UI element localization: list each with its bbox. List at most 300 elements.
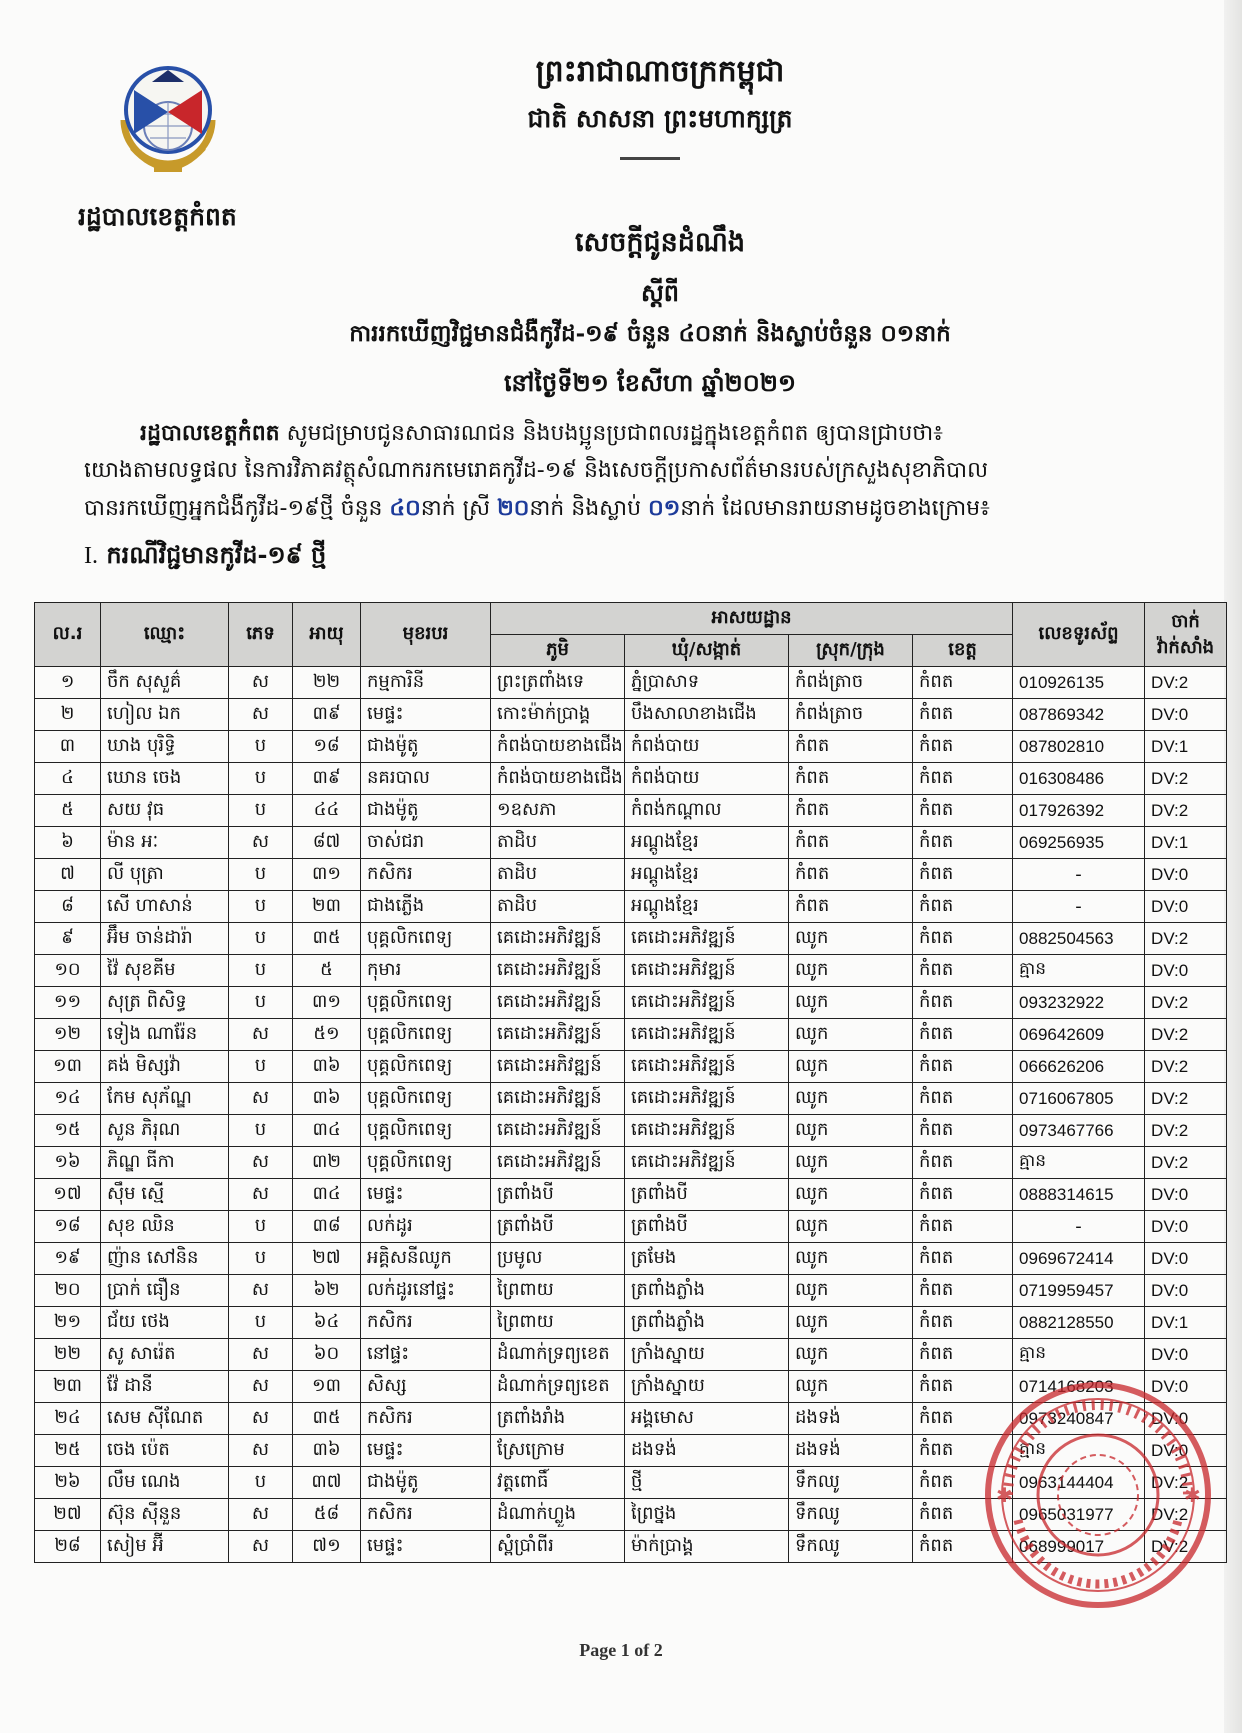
- cell-occupation: មេផ្ទះ: [361, 699, 491, 731]
- cell-village: ត្រពាំងរាំង: [491, 1403, 625, 1435]
- cell-row-no: ២៦: [35, 1467, 101, 1499]
- cell-village: គេដោះអភិវឌ្ឍន៍: [491, 1083, 625, 1115]
- cell-district: ឈូក: [789, 1019, 913, 1051]
- cell-commune: គេដោះអភិវឌ្ឍន៍: [625, 1083, 789, 1115]
- cell-occupation: កុមារ: [361, 955, 491, 987]
- cell-row-no: ២៥: [35, 1435, 101, 1467]
- cell-age: ៣៩: [293, 763, 361, 795]
- cell-patient-name: ភិណ្ឌ ធីកា: [101, 1147, 229, 1179]
- svg-text:✱: ✱: [996, 1483, 1013, 1507]
- cell-age: ៤៤: [293, 795, 361, 827]
- cell-district: ឈូក: [789, 923, 913, 955]
- cell-occupation: បុគ្គលិកពេទ្យ: [361, 1115, 491, 1147]
- cell-age: ២៣: [293, 891, 361, 923]
- notice-date: នៅថ្ងៃទី២១ ខែសីហា ឆ្នាំ២០២១: [503, 368, 797, 397]
- cell-commune: ភ្នំប្រាសាទ: [625, 667, 789, 699]
- cell-village: តាដិប: [491, 891, 625, 923]
- cell-sex: ស: [229, 1403, 293, 1435]
- cell-district: ឈូក: [789, 987, 913, 1019]
- cell-commune: ត្រពាំងបី: [625, 1179, 789, 1211]
- cell-vaccine-doses: DV:2: [1145, 1499, 1227, 1531]
- cell-occupation: មេផ្ទះ: [361, 1179, 491, 1211]
- cell-occupation: កសិករ: [361, 1499, 491, 1531]
- table-row: [35, 955, 1227, 987]
- cell-district: កំពត: [789, 827, 913, 859]
- cell-sex: ស: [229, 1435, 293, 1467]
- cell-age: ៣៤: [293, 1179, 361, 1211]
- cell-phone: 0882128550: [1013, 1307, 1145, 1339]
- cell-age: ៥: [293, 955, 361, 987]
- cell-village: គេដោះអភិវឌ្ឍន៍: [491, 1147, 625, 1179]
- section-roman: I.: [84, 543, 98, 569]
- cell-commune: កំពង់បាយ: [625, 763, 789, 795]
- provincial-logo: [112, 60, 224, 190]
- cell-patient-name: កែម សុភ័ណ្ឌ: [101, 1083, 229, 1115]
- cell-village: ស្ពំប្រាំពីរ: [491, 1531, 625, 1563]
- cell-patient-name: ចឹក សុសួគ៌: [101, 667, 229, 699]
- cell-commune: ត្រពាំងភ្លាំង: [625, 1307, 789, 1339]
- cell-row-no: ១២: [35, 1019, 101, 1051]
- cell-age: ៣១: [293, 859, 361, 891]
- cell-district: ឈូក: [789, 1307, 913, 1339]
- cell-phone: គ្មាន: [1013, 955, 1145, 987]
- notice-about: ស្តីពី: [640, 278, 680, 307]
- col-header-district: ស្រុក/ក្រុង: [789, 635, 913, 667]
- intro-line-2: យោងតាមលទ្ធផល នៃការវិភាគវត្ថុសំណាករកមេរោគកូវីដ-១៩ និងសេចក្តីប្រកាសព័ត៌មានរបស់ក្រសួងសុខាភិបាល: [84, 458, 989, 483]
- cell-age: ៣៦: [293, 1435, 361, 1467]
- kingdom-heading: ព្រះរាជាណាចក្រកម្ពុជា: [535, 54, 785, 89]
- cell-row-no: ៧: [35, 859, 101, 891]
- cell-commune: ព្រៃថ្នង: [625, 1499, 789, 1531]
- notice-subject: ការរកឃើញវិជ្ជមានជំងឺកូវីដ-១៩ ចំនួន ៤០នាក់ និងស្លាប់ចំនួន ០១នាក់: [349, 320, 951, 347]
- cell-sex: ស: [229, 1339, 293, 1371]
- cell-village: តាដិប: [491, 827, 625, 859]
- cell-province: កំពត: [913, 699, 1013, 731]
- cell-patient-name: វ៉ៃ សុខគីម: [101, 955, 229, 987]
- cell-commune: ត្រពាំងបី: [625, 1211, 789, 1243]
- cell-age: ៣៥: [293, 1403, 361, 1435]
- table-row: [35, 795, 1227, 827]
- cell-occupation: កសិករ: [361, 1307, 491, 1339]
- cell-commune: គេដោះអភិវឌ្ឍន៍: [625, 923, 789, 955]
- cell-village: ប្រមូល: [491, 1243, 625, 1275]
- cell-occupation: ជាងម៉ូតូ: [361, 1467, 491, 1499]
- cell-phone: 0882504563: [1013, 923, 1145, 955]
- cell-sex: ប: [229, 763, 293, 795]
- table-row: [35, 1179, 1227, 1211]
- cell-village: គេដោះអភិវឌ្ឍន៍: [491, 1115, 625, 1147]
- cell-age: ២២: [293, 667, 361, 699]
- cell-province: កំពត: [913, 891, 1013, 923]
- cell-district: កំពង់ត្រាច: [789, 699, 913, 731]
- cell-age: ៣៧: [293, 1467, 361, 1499]
- decorative-divider: [620, 157, 680, 160]
- cell-occupation: សិស្ស: [361, 1371, 491, 1403]
- cell-commune: គេដោះអភិវឌ្ឍន៍: [625, 1051, 789, 1083]
- cell-patient-name: សូ សារ៉េត: [101, 1339, 229, 1371]
- cell-village: កំពង់បាយខាងជើង: [491, 731, 625, 763]
- cell-sex: ប: [229, 1243, 293, 1275]
- cell-vaccine-doses: DV:0: [1145, 1403, 1227, 1435]
- intro-line-3-b: នាក់ ស្រី: [420, 496, 498, 521]
- cell-occupation: ជាងម៉ូតូ: [361, 795, 491, 827]
- cell-phone: -: [1013, 891, 1145, 923]
- cell-phone: 016308486: [1013, 763, 1145, 795]
- cell-sex: ស: [229, 827, 293, 859]
- cell-sex: ប: [229, 1051, 293, 1083]
- cell-province: កំពត: [913, 1115, 1013, 1147]
- cell-village: ដំណាក់ទ្រព្យខេត: [491, 1339, 625, 1371]
- cell-occupation: អគ្គិសនីឈូក: [361, 1243, 491, 1275]
- cell-occupation: បុគ្គលិកពេទ្យ: [361, 1083, 491, 1115]
- cell-district: កំពត: [789, 795, 913, 827]
- cell-patient-name: សួន ភិរុណ: [101, 1115, 229, 1147]
- cell-sex: ស: [229, 1499, 293, 1531]
- cell-province: កំពត: [913, 1307, 1013, 1339]
- female-count: ២០: [497, 496, 530, 521]
- cell-vaccine-doses: DV:0: [1145, 891, 1227, 923]
- cell-occupation: ជាងម៉ូតូ: [361, 731, 491, 763]
- cell-village: ស្រែក្រោម: [491, 1435, 625, 1467]
- cell-patient-name: អ៊ឹម ចាន់ដារ៉ា: [101, 923, 229, 955]
- cell-sex: ប: [229, 1115, 293, 1147]
- table-row: [35, 1243, 1227, 1275]
- cell-row-no: ១៦: [35, 1147, 101, 1179]
- section-heading: [84, 540, 326, 575]
- cell-patient-name: ចេង ប៉េត: [101, 1435, 229, 1467]
- cell-district: ឈូក: [789, 1083, 913, 1115]
- cell-vaccine-doses: DV:0: [1145, 859, 1227, 891]
- cell-district: កំពង់ត្រាច: [789, 667, 913, 699]
- cell-province: កំពត: [913, 1147, 1013, 1179]
- cell-vaccine-doses: DV:0: [1145, 1339, 1227, 1371]
- cell-phone: 069256935: [1013, 827, 1145, 859]
- national-motto: ជាតិ សាសនា ព្រះមហាក្សត្រ: [527, 104, 793, 133]
- cell-occupation: បុគ្គលិកពេទ្យ: [361, 923, 491, 955]
- col-header-age: អាយុ: [293, 603, 361, 667]
- cell-commune: អណ្តូងខ្មែរ: [625, 859, 789, 891]
- cell-commune: ថ្មី: [625, 1467, 789, 1499]
- cell-vaccine-doses: DV:0: [1145, 955, 1227, 987]
- cell-phone: 066626206: [1013, 1051, 1145, 1083]
- cell-row-no: ២០: [35, 1275, 101, 1307]
- table-row: [35, 667, 1227, 699]
- cell-occupation: កម្មការិនី: [361, 667, 491, 699]
- cell-phone: 0963144404: [1013, 1467, 1145, 1499]
- cell-row-no: ១៤: [35, 1083, 101, 1115]
- cell-province: កំពត: [913, 667, 1013, 699]
- table-row: [35, 731, 1227, 763]
- cell-sex: ប: [229, 1307, 293, 1339]
- cell-sex: ស: [229, 1371, 293, 1403]
- cell-vaccine-doses: DV:1: [1145, 731, 1227, 763]
- cell-commune: កំពង់កណ្តាល: [625, 795, 789, 827]
- page-number: Page 1 of 2: [579, 1640, 663, 1660]
- cell-age: ៥១: [293, 1019, 361, 1051]
- cell-district: ឈូក: [789, 1243, 913, 1275]
- cell-commune: ត្រពាំងភ្លាំង: [625, 1275, 789, 1307]
- intro-line-3-c: នាក់ និងស្លាប់: [529, 496, 649, 521]
- table-row: [35, 987, 1227, 1019]
- cell-sex: ស: [229, 699, 293, 731]
- table-row: [35, 1019, 1227, 1051]
- cell-row-no: ៦: [35, 827, 101, 859]
- cell-district: ដងទង់: [789, 1403, 913, 1435]
- cell-patient-name: ម៉ាន អៈ: [101, 827, 229, 859]
- cell-sex: ស: [229, 1147, 293, 1179]
- new-cases-count: ៤០: [389, 496, 421, 521]
- cell-phone: គ្មាន: [1013, 1339, 1145, 1371]
- table-row: [35, 1115, 1227, 1147]
- cell-sex: ប: [229, 795, 293, 827]
- cell-village: ដំណាក់ទ្រព្យខេត: [491, 1371, 625, 1403]
- cell-phone: 010926135: [1013, 667, 1145, 699]
- cell-patient-name: ឃាង បុរិទ្ធិ: [101, 731, 229, 763]
- cell-patient-name: ប្រាក់ ធឿន: [101, 1275, 229, 1307]
- cell-vaccine-doses: DV:2: [1145, 1083, 1227, 1115]
- department-name: រដ្ឋបាលខេត្តកំពត: [78, 202, 237, 231]
- cell-patient-name: ឃោន ចេង: [101, 763, 229, 795]
- cell-province: កំពត: [913, 955, 1013, 987]
- cell-age: ៣៦: [293, 1051, 361, 1083]
- table-row: [35, 891, 1227, 923]
- cell-age: ២៧: [293, 1243, 361, 1275]
- col-header-job: មុខរបរ: [361, 603, 491, 667]
- cell-occupation: លក់ដូរនៅផ្ទះ: [361, 1275, 491, 1307]
- cell-village: ព្រៃពាយ: [491, 1275, 625, 1307]
- cell-occupation: នៅផ្ទះ: [361, 1339, 491, 1371]
- col-header-province: ខេត្ត: [913, 635, 1013, 667]
- cell-row-no: ២: [35, 699, 101, 731]
- cell-sex: ប: [229, 955, 293, 987]
- cell-vaccine-doses: DV:2: [1145, 1147, 1227, 1179]
- cell-vaccine-doses: DV:2: [1145, 1531, 1227, 1563]
- table-row: [35, 1339, 1227, 1371]
- cell-sex: ប: [229, 731, 293, 763]
- cell-age: ៣៩: [293, 699, 361, 731]
- intro-line-3-a: បានរកឃើញអ្នកជំងឺកូវីដ-១៩ថ្មី ចំនួន: [84, 496, 390, 521]
- cell-age: ៧១: [293, 1531, 361, 1563]
- cell-vaccine-doses: DV:0: [1145, 1275, 1227, 1307]
- cell-village: គេដោះអភិវឌ្ឍន៍: [491, 1019, 625, 1051]
- cell-sex: ប: [229, 987, 293, 1019]
- cell-patient-name: លឹម ណេង: [101, 1467, 229, 1499]
- cell-vaccine-doses: DV:0: [1145, 1435, 1227, 1467]
- intro-line-1: [84, 418, 1242, 449]
- col-header-vaccine-b: វ៉ាក់សាំង: [1156, 636, 1215, 658]
- table-row: [35, 923, 1227, 955]
- cell-province: កំពត: [913, 1083, 1013, 1115]
- cell-patient-name: សុត្រ ពិសិទ្ធ: [101, 987, 229, 1019]
- col-header-vaccine: [1145, 603, 1227, 667]
- cell-phone: 0973240847: [1013, 1403, 1145, 1435]
- cell-district: ទឹកឈូ: [789, 1531, 913, 1563]
- cell-row-no: ២៤: [35, 1403, 101, 1435]
- cell-vaccine-doses: DV:0: [1145, 1371, 1227, 1403]
- cell-province: កំពត: [913, 731, 1013, 763]
- cell-province: កំពត: [913, 1051, 1013, 1083]
- cell-sex: ប: [229, 923, 293, 955]
- cell-row-no: ១៧: [35, 1179, 101, 1211]
- cell-commune: ម៉ាក់ប្រាង្គ: [625, 1531, 789, 1563]
- cell-age: ៣១: [293, 987, 361, 1019]
- cell-patient-name: ស៊ុន ស៊ីនួន: [101, 1499, 229, 1531]
- cell-vaccine-doses: DV:2: [1145, 1051, 1227, 1083]
- cell-row-no: ១: [35, 667, 101, 699]
- cell-sex: ស: [229, 1179, 293, 1211]
- cell-district: ឈូក: [789, 1371, 913, 1403]
- cell-district: ដងទង់: [789, 1435, 913, 1467]
- cell-age: ១៣: [293, 1371, 361, 1403]
- cell-province: កំពត: [913, 827, 1013, 859]
- svg-text:✱: ✱: [1184, 1483, 1201, 1507]
- cell-village: ១ឧសភា: [491, 795, 625, 827]
- cell-vaccine-doses: DV:2: [1145, 1467, 1227, 1499]
- cell-commune: គេដោះអភិវឌ្ឍន៍: [625, 987, 789, 1019]
- cell-occupation: បុគ្គលិកពេទ្យ: [361, 987, 491, 1019]
- table-row: [35, 1083, 1227, 1115]
- cell-province: កំពត: [913, 1019, 1013, 1051]
- cell-vaccine-doses: DV:0: [1145, 1211, 1227, 1243]
- cell-phone: 0719959457: [1013, 1275, 1145, 1307]
- cell-district: កំពត: [789, 731, 913, 763]
- table-row: [35, 827, 1227, 859]
- cell-sex: ប: [229, 1211, 293, 1243]
- col-header-village: ភូមិ: [491, 635, 625, 667]
- cell-occupation: បុគ្គលិកពេទ្យ: [361, 1051, 491, 1083]
- cell-village: គេដោះអភិវឌ្ឍន៍: [491, 955, 625, 987]
- table-row: [35, 1147, 1227, 1179]
- cell-age: ៦៤: [293, 1307, 361, 1339]
- cell-province: កំពត: [913, 1499, 1013, 1531]
- cell-age: ៣២: [293, 1147, 361, 1179]
- cell-age: ៥៨: [293, 1499, 361, 1531]
- cell-village: ត្រពាំងបី: [491, 1179, 625, 1211]
- intro-lead: រដ្ឋបាលខេត្តកំពត: [140, 420, 280, 446]
- cell-patient-name: សុខ ឈិន: [101, 1211, 229, 1243]
- cell-row-no: ១១: [35, 987, 101, 1019]
- cell-phone: គ្មាន: [1013, 1147, 1145, 1179]
- cell-row-no: ៣: [35, 731, 101, 763]
- cell-vaccine-doses: DV:2: [1145, 667, 1227, 699]
- cell-sex: ស: [229, 1019, 293, 1051]
- cell-row-no: ១០: [35, 955, 101, 987]
- cell-row-no: ៥: [35, 795, 101, 827]
- cell-phone: 068999017: [1013, 1531, 1145, 1563]
- cell-vaccine-doses: DV:2: [1145, 1115, 1227, 1147]
- table-row: [35, 859, 1227, 891]
- cell-age: ៣៦: [293, 1083, 361, 1115]
- cell-province: កំពត: [913, 1531, 1013, 1563]
- cell-district: ឈូក: [789, 1179, 913, 1211]
- cell-village: គេដោះអភិវឌ្ឍន៍: [491, 987, 625, 1019]
- cell-vaccine-doses: DV:1: [1145, 827, 1227, 859]
- cell-patient-name: វ៉ែ ដានី: [101, 1371, 229, 1403]
- cell-patient-name: ទៀង ណារ៉ែន: [101, 1019, 229, 1051]
- cell-patient-name: សៀម អ៊ី: [101, 1531, 229, 1563]
- cell-village: ព្រៃពាយ: [491, 1307, 625, 1339]
- cell-sex: ប: [229, 891, 293, 923]
- cell-row-no: ២៨: [35, 1531, 101, 1563]
- cell-sex: ស: [229, 1275, 293, 1307]
- cell-commune: ដងទង់: [625, 1435, 789, 1467]
- cell-row-no: ៩: [35, 923, 101, 955]
- col-header-name: ឈ្មោះ: [101, 603, 229, 667]
- cell-commune: អង្គមោស: [625, 1403, 789, 1435]
- cell-row-no: ១៣: [35, 1051, 101, 1083]
- col-header-commune: ឃុំ/សង្កាត់: [625, 635, 789, 667]
- cell-phone: 0965031977: [1013, 1499, 1145, 1531]
- cell-occupation: លក់ដូរ: [361, 1211, 491, 1243]
- cell-village: ដំណាក់ហ្លួង: [491, 1499, 625, 1531]
- cell-province: កំពត: [913, 795, 1013, 827]
- cell-province: កំពត: [913, 763, 1013, 795]
- cell-commune: ត្រមែង: [625, 1243, 789, 1275]
- cell-age: ៨៧: [293, 827, 361, 859]
- col-header-no: ល.រ: [35, 603, 101, 667]
- cell-district: ឈូក: [789, 1147, 913, 1179]
- cell-patient-name: ស៊ឹម ស្មើ: [101, 1179, 229, 1211]
- cell-district: កំពត: [789, 763, 913, 795]
- cell-phone: -: [1013, 1211, 1145, 1243]
- cell-patient-name: ជ័យ ថេង: [101, 1307, 229, 1339]
- cell-occupation: បុគ្គលិកពេទ្យ: [361, 1147, 491, 1179]
- cell-commune: គេដោះអភិវឌ្ឍន៍: [625, 1115, 789, 1147]
- cell-row-no: ២២: [35, 1339, 101, 1371]
- cell-age: ៣៥: [293, 923, 361, 955]
- cell-village: កោះម៉ាក់ប្រាង្គ: [491, 699, 625, 731]
- table-row: [35, 1307, 1227, 1339]
- cell-patient-name: ញ៉ាន សៅនិន: [101, 1243, 229, 1275]
- cell-patient-name: សយ វុធ: [101, 795, 229, 827]
- table-row: [35, 699, 1227, 731]
- cell-row-no: ១៨: [35, 1211, 101, 1243]
- cell-district: ឈូក: [789, 1339, 913, 1371]
- cell-patient-name: ហៀល ឯក: [101, 699, 229, 731]
- col-header-sex: ភេទ: [229, 603, 293, 667]
- cell-occupation: បុគ្គលិកពេទ្យ: [361, 1019, 491, 1051]
- cell-commune: គេដោះអភិវឌ្ឍន៍: [625, 1147, 789, 1179]
- official-stamp: [978, 1370, 1218, 1620]
- cell-row-no: ២៧: [35, 1499, 101, 1531]
- cell-commune: អណ្តូងខ្មែរ: [625, 891, 789, 923]
- notice-title: សេចក្តីជូនដំណឹង: [574, 227, 746, 258]
- cell-phone: 087869342: [1013, 699, 1145, 731]
- cell-occupation: មេផ្ទះ: [361, 1435, 491, 1467]
- cell-province: កំពត: [913, 1211, 1013, 1243]
- cell-vaccine-doses: DV:2: [1145, 987, 1227, 1019]
- cell-phone: គ្មាន: [1013, 1435, 1145, 1467]
- cell-phone: 017926392: [1013, 795, 1145, 827]
- cell-village: ព្រះត្រពាំងទេ: [491, 667, 625, 699]
- cell-phone: 0969672414: [1013, 1243, 1145, 1275]
- cell-patient-name: គង់ មិស្សវ៉ា: [101, 1051, 229, 1083]
- col-header-phone: លេខទូរស័ព្ទ: [1013, 603, 1145, 667]
- cell-row-no: ១៩: [35, 1243, 101, 1275]
- cell-commune: គេដោះអភិវឌ្ឍន៍: [625, 955, 789, 987]
- cell-vaccine-doses: DV:2: [1145, 795, 1227, 827]
- cell-sex: ស: [229, 1531, 293, 1563]
- cell-district: កំពត: [789, 859, 913, 891]
- cell-district: កំពត: [789, 891, 913, 923]
- cell-district: ឈូក: [789, 1275, 913, 1307]
- cell-district: ឈូក: [789, 1211, 913, 1243]
- cell-sex: ស: [229, 1083, 293, 1115]
- col-header-vaccine-a: ចាក់: [1171, 610, 1200, 632]
- cell-row-no: ២១: [35, 1307, 101, 1339]
- cell-age: ៦២: [293, 1275, 361, 1307]
- cell-province: កំពត: [913, 1179, 1013, 1211]
